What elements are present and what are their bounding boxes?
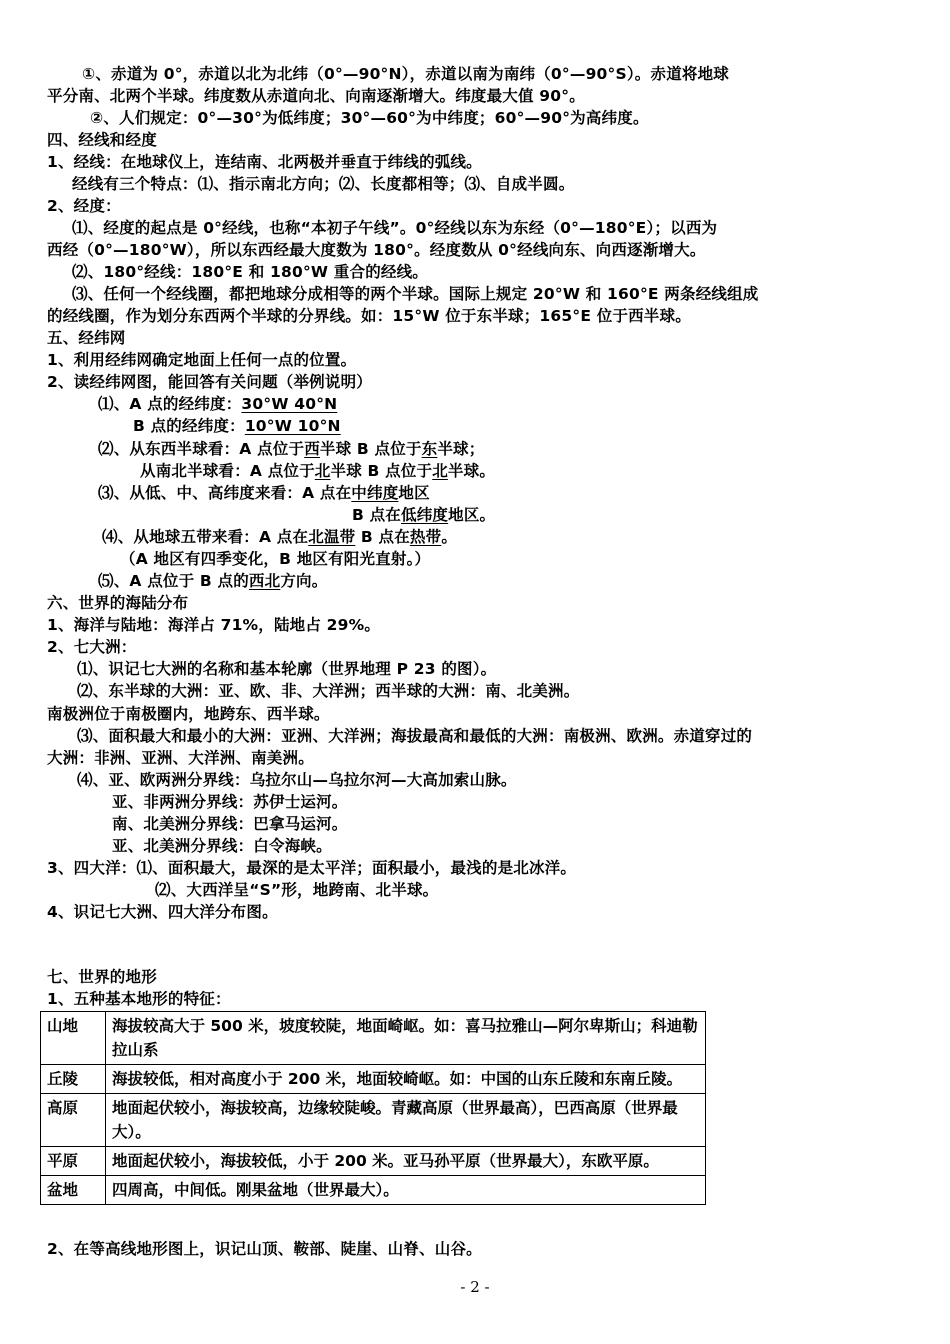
item-longitude: 2、经度： <box>47 197 121 215</box>
section-heading-5: 五、经纬网 <box>47 329 126 347</box>
grid-answer-direction <box>98 570 327 592</box>
answer-label: ⑷、从地球五带来看：A 点在 <box>102 528 309 546</box>
continent-point-2: ⑵、东半球的大洲：亚、欧、非、大洋洲；西半球的大洲：南、北美洲。 <box>77 682 580 700</box>
answer-label: B 点在 <box>355 528 410 546</box>
land-sea-item-4: 4、识记七大洲、四大洋分布图。 <box>47 903 278 921</box>
section-heading-4: 四、经线和经度 <box>47 131 157 149</box>
longitude-point-3: ⑶、任何一个经线圈，都把地球分成相等的两个半球。国际上规定 20°W 和 160°E 两条经线组成 <box>72 285 759 303</box>
table-row <box>41 1065 706 1094</box>
terrain-description: 四周高，中间低。刚果盆地（世界最大）。 <box>106 1176 706 1205</box>
grid-answer-latitude-zone-a <box>98 482 430 504</box>
terrain-item-1: 1、五种基本地形的特征： <box>47 990 231 1008</box>
terrain-name: 山地 <box>41 1012 106 1065</box>
oceans-item: 3、四大洋：⑴、面积最大，最深的是太平洋；面积最小，最浅的是北冰洋。 <box>47 859 577 877</box>
longitude-point-1-cont: 西经（0°—180°W），所以东西经最大度数为 180°。经度数从 0°经线向东、向西逐渐增大。 <box>47 241 706 259</box>
continent-point-4: ⑷、亚、欧两洲分界线：乌拉尔山—乌拉尔河—大高加索山脉。 <box>77 771 517 789</box>
terrain-table <box>40 1011 706 1205</box>
page-number: - 2 - <box>460 1278 490 1296</box>
longitude-point-2: ⑵、180°经线：180°E 和 180°W 重合的经线。 <box>72 263 428 281</box>
table-row <box>41 1094 706 1147</box>
section-heading-7: 七、世界的地形 <box>47 968 157 986</box>
answer-label: B 点在 <box>352 506 402 524</box>
continent-point-3-cont: 大洲：非洲、亚洲、大洋洲、南美洲。 <box>47 749 314 767</box>
continent-point-1: ⑴、识记七大洲的名称和基本轮廓（世界地理 P 23 的图）。 <box>77 660 497 678</box>
answer-label: ⑵、从东西半球看：A 点位于 <box>98 440 305 458</box>
answer-value: 热带 <box>409 528 442 546</box>
answer-label: B 点的经纬度： <box>133 417 245 435</box>
grid-answer-latitude-zone-b <box>352 504 495 526</box>
grid-answer-b-coords <box>133 415 341 437</box>
item-meridian: 1、经线：在地球仪上，连结南、北两极并垂直于纬线的弧线。 <box>47 153 482 171</box>
answer-label: ⑶、从低、中、高纬度来看：A 点在 <box>98 484 352 502</box>
boundary-asia-africa: 亚、非两洲分界线：苏伊士运河。 <box>112 793 348 811</box>
answer-value: 中纬度 <box>351 484 399 502</box>
grid-answer-north-south <box>140 460 495 482</box>
terrain-name: 高原 <box>41 1094 106 1147</box>
grid-answer-east-west <box>98 438 484 460</box>
terrain-description: 海拔较高大于 500 米，坡度较陡，地面崎岖。如：喜马拉雅山—阿尔卑斯山；科迪勒拉山系 <box>106 1012 706 1065</box>
answer-value: 北 <box>314 462 331 480</box>
answer-value: 东 <box>421 440 438 458</box>
land-sea-item-2: 2、七大洲： <box>47 638 137 656</box>
grid-item-1: 1、利用经纬网确定地面上任何一点的位置。 <box>47 351 357 369</box>
answer-label: 半球。 <box>447 462 496 480</box>
answer-label: ⑴、A 点的经纬度： <box>98 395 242 413</box>
terrain-description: 地面起伏较小，海拔较低，小于 200 米。亚马孙平原（世界最大），东欧平原。 <box>106 1147 706 1176</box>
terrain-name: 丘陵 <box>41 1065 106 1094</box>
boundary-asia-north-america: 亚、北美洲分界线：白令海峡。 <box>112 837 332 855</box>
item-meridian-features: 经线有三个特点：⑴、指示南北方向；⑵、长度都相等；⑶、自成半圆。 <box>72 175 575 193</box>
table-row <box>41 1147 706 1176</box>
answer-label: 半球 B 点位于 <box>330 462 433 480</box>
oceans-item-2: ⑵、大西洋呈“S”形，地跨南、北半球。 <box>155 881 439 899</box>
paragraph-latitude-2: ②、人们规定：0°—30°为低纬度；30°—60°为中纬度；60°—90°为高纬度。 <box>90 109 649 127</box>
continent-point-3: ⑶、面积最大和最小的大洲：亚洲、大洋洲；海拔最高和最低的大洲：南极洲、欧洲。赤道穿过的 <box>77 727 753 745</box>
land-sea-item-1: 1、海洋与陆地：海洋占 71%，陆地占 29%。 <box>47 616 381 634</box>
table-row <box>41 1012 706 1065</box>
answer-label: 地区。 <box>448 506 496 524</box>
answer-label: 地区 <box>398 484 430 502</box>
answer-label: 半球； <box>437 440 485 458</box>
grid-item-2: 2、读经纬网图，能回答有关问题（举例说明） <box>47 373 372 391</box>
answer-label: 。 <box>441 528 458 546</box>
answer-value: 低纬度 <box>401 506 449 524</box>
longitude-point-1: ⑴、经度的起点是 0°经线，也称“本初子午线”。0°经线以东为东经（0°—180°E）；以西为 <box>72 219 718 237</box>
grid-answer-note: （A 地区有四季变化，B 地区有阳光直射。） <box>120 550 431 568</box>
terrain-description: 海拔较低，相对高度小于 200 米，地面较崎岖。如：中国的山东丘陵和东南丘陵。 <box>106 1065 706 1094</box>
paragraph-latitude-1: ①、赤道为 0°，赤道以北为北纬（0°—90°N），赤道以南为南纬（0°—90°S）。赤道将地球 <box>82 65 730 83</box>
answer-value: 北 <box>432 462 448 480</box>
section-heading-6: 六、世界的海陆分布 <box>47 594 189 612</box>
paragraph-latitude-1-cont: 平分南、北两个半球。纬度数从赤道向北、向南逐渐增大。纬度最大值 90°。 <box>47 87 585 105</box>
answer-value: 北温带 <box>308 528 356 546</box>
answer-value: 10°W 10°N <box>244 417 341 435</box>
answer-label: 半球 B 点位于 <box>319 440 422 458</box>
terrain-item-2: 2、在等高线地形图上，识记山顶、鞍部、陡崖、山脊、山谷。 <box>47 1240 482 1258</box>
continent-point-2-cont: 南极洲位于南极圈内，地跨东、西半球。 <box>47 705 330 723</box>
answer-value: 西北 <box>248 572 281 590</box>
answer-label: 方向。 <box>280 572 328 590</box>
boundary-americas: 南、北美洲分界线：巴拿马运河。 <box>112 815 348 833</box>
grid-answer-a-coords <box>98 393 337 415</box>
longitude-point-3-cont: 的经线圈，作为划分东西两个半球的分界线。如：15°W 位于东半球；165°E 位于西半球。 <box>47 307 691 325</box>
answer-value: 西 <box>304 440 320 458</box>
terrain-name: 盆地 <box>41 1176 106 1205</box>
grid-answer-five-zones <box>102 526 457 548</box>
table-row <box>41 1176 706 1205</box>
answer-label: ⑸、A 点位于 B 点的 <box>98 572 249 590</box>
answer-label: 从南北半球看：A 点位于 <box>140 462 315 480</box>
terrain-description: 地面起伏较小，海拔较高，边缘较陡峻。青藏高原（世界最高），巴西高原（世界最大）。 <box>106 1094 706 1147</box>
answer-value: 30°W 40°N <box>241 395 338 413</box>
terrain-name: 平原 <box>41 1147 106 1176</box>
